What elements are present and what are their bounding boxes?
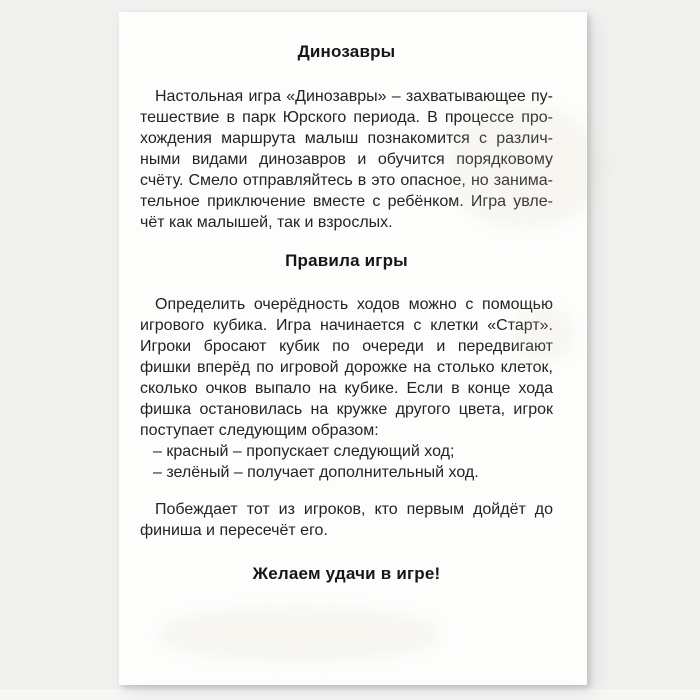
text-line: Определить очерёдность ходов можно с помощью	[155, 296, 553, 313]
text-line: Побеждает тот из игроков, кто первым дойдёт до	[155, 501, 553, 518]
text-line: хождения маршрута малыш познакомится с различ-	[140, 130, 553, 147]
background-lighter-band	[0, 689, 700, 700]
text-line: – зелёный – получает дополнительный ход.	[153, 464, 479, 481]
page-title: Динозавры	[297, 42, 396, 61]
text-line: счёту. Смело отправляйтесь в это опасное, но занима-	[140, 172, 553, 189]
intro-paragraph	[140, 86, 553, 233]
text-line: игрового кубика. Игра начинается с клетки «Старт».	[140, 317, 553, 334]
rules-heading: Правила игры	[285, 251, 408, 270]
closing-line: Желаем удачи в игре!	[252, 564, 441, 583]
text-line: фишки вперёд по игровой дорожке на столько клеток,	[140, 359, 553, 376]
text-line: ными видами динозавров и обучится порядковому	[140, 151, 553, 168]
text-line: тешествие в парк Юрского периода. В процессе про-	[140, 109, 553, 126]
text-line: чёт как малышей, так и взрослых.	[140, 214, 393, 231]
text-line: поступает следующим образом:	[140, 422, 379, 439]
showthrough-ghost	[159, 607, 439, 662]
rules-paragraph	[140, 294, 553, 483]
text-line: – красный – пропускает следующий ход;	[153, 443, 455, 460]
text-line: сколько очков выпало на кубике. Если в конце хода	[140, 380, 553, 397]
text-line: Настольная игра «Динозавры» – захватывающее пу-	[155, 88, 553, 105]
text-line: фишка остановилась на кружке другого цвета, игрок	[140, 401, 553, 418]
winning-condition-paragraph	[140, 499, 553, 541]
text-line: финиша и пересечёт его.	[140, 522, 328, 539]
text-line: Игроки бросают кубик по очереди и передвигают	[140, 338, 553, 355]
rules-sheet	[119, 12, 587, 685]
text-line: тельное приключение вместе с ребёнком. Игра увле-	[140, 193, 553, 210]
